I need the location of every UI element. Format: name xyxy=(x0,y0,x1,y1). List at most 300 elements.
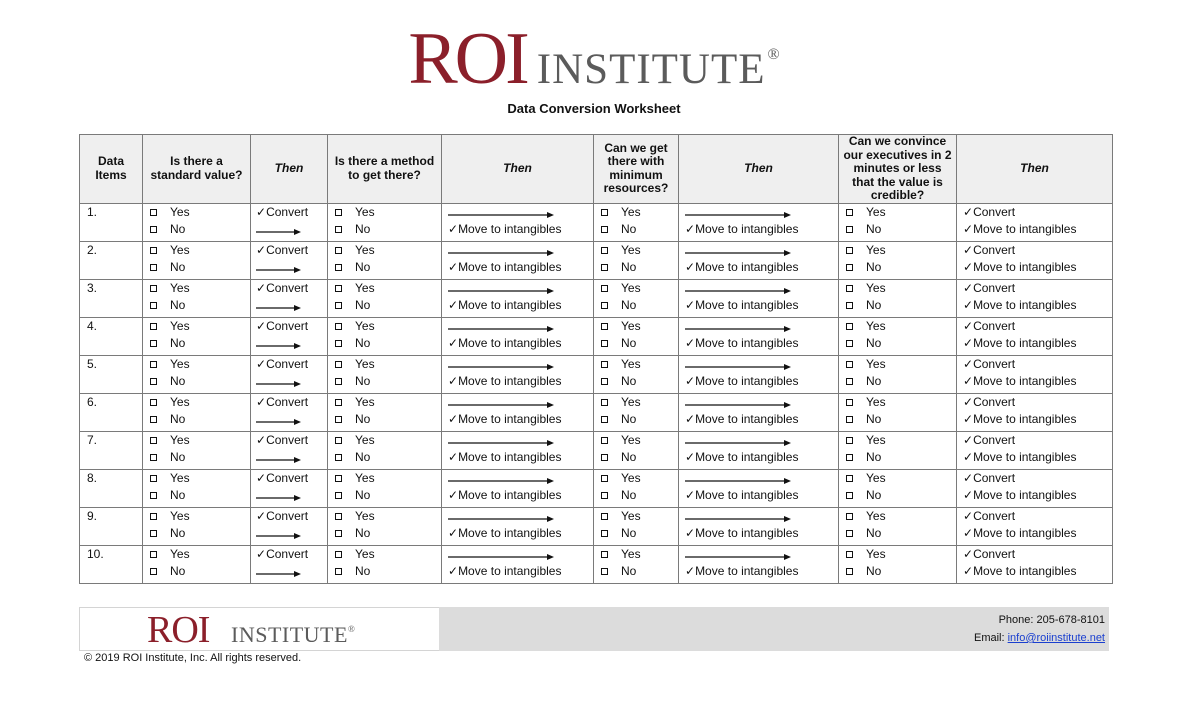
checkbox-option[interactable] xyxy=(594,508,678,525)
worksheet-table xyxy=(79,134,1113,584)
checkbox-label: No xyxy=(621,449,637,464)
checkbox-icon[interactable] xyxy=(601,209,608,216)
checkbox-icon[interactable] xyxy=(335,285,342,292)
checkbox-icon[interactable] xyxy=(335,568,342,575)
col-header-then: Then xyxy=(251,135,328,204)
checkbox-option[interactable] xyxy=(143,356,250,373)
logo-institute-text: INSTITUTE xyxy=(536,46,766,93)
checkbox-icon[interactable] xyxy=(846,530,853,537)
check-line xyxy=(679,525,838,542)
checkbox-option[interactable] xyxy=(839,546,956,563)
method-cell xyxy=(328,203,442,241)
checkbox-option[interactable] xyxy=(594,259,678,276)
checkbox-icon[interactable] xyxy=(846,209,853,216)
method-cell xyxy=(328,545,442,583)
arrow-icon xyxy=(679,280,838,297)
arrow-icon xyxy=(442,204,593,221)
checkbox-option[interactable] xyxy=(594,487,678,504)
convince-cell xyxy=(839,469,957,507)
checkbox-icon[interactable] xyxy=(335,361,342,368)
checkbox-icon[interactable] xyxy=(846,454,853,461)
then-move-cell xyxy=(679,355,839,393)
checkbox-label: Yes xyxy=(621,546,641,561)
checkbox-option[interactable] xyxy=(839,335,956,352)
check-line xyxy=(957,356,1112,373)
checkbox-option[interactable] xyxy=(328,356,441,373)
checkbox-icon[interactable] xyxy=(150,454,157,461)
checkbox-icon[interactable] xyxy=(150,209,157,216)
checkbox-label: Yes xyxy=(621,470,641,485)
checkbox-option[interactable] xyxy=(839,318,956,335)
check-line xyxy=(679,221,838,238)
checkbox-option[interactable] xyxy=(143,411,250,428)
checkbox-option[interactable] xyxy=(839,432,956,449)
checkbox-icon[interactable] xyxy=(335,247,342,254)
checkbox-icon[interactable] xyxy=(150,226,157,233)
check-text: Move to intangibles xyxy=(695,411,799,426)
checkbox-icon[interactable] xyxy=(846,416,853,423)
checkbox-label: No xyxy=(866,449,882,464)
checkbox-icon[interactable] xyxy=(335,226,342,233)
checkbox-icon[interactable] xyxy=(150,551,157,558)
checkbox-icon[interactable] xyxy=(150,530,157,537)
checkbox-icon[interactable] xyxy=(601,361,608,368)
check-line xyxy=(251,242,327,259)
checkbox-icon[interactable] xyxy=(335,551,342,558)
checkbox-icon[interactable] xyxy=(846,568,853,575)
checkbox-option[interactable] xyxy=(328,242,441,259)
item-number-cell xyxy=(80,393,143,431)
checkbox-label: No xyxy=(170,335,186,350)
check-text: Move to intangibles xyxy=(695,525,799,540)
arrow-icon xyxy=(442,470,593,487)
checkbox-option[interactable] xyxy=(143,297,250,314)
checkbox-option[interactable] xyxy=(143,470,250,487)
checkbox-icon[interactable] xyxy=(335,475,342,482)
checkbox-option[interactable] xyxy=(839,411,956,428)
check-text: Convert xyxy=(266,280,309,295)
checkbox-option[interactable] xyxy=(328,259,441,276)
checkbox-icon[interactable] xyxy=(846,247,853,254)
check-text: Move to intangibles xyxy=(695,373,799,388)
checkbox-icon[interactable] xyxy=(601,568,608,575)
arrow-icon xyxy=(679,508,838,525)
checkbox-option[interactable] xyxy=(839,449,956,466)
check-line xyxy=(957,411,1112,428)
check-line xyxy=(251,356,327,373)
check-text: Convert xyxy=(973,394,1016,409)
checkbox-icon[interactable] xyxy=(335,492,342,499)
checkbox-option[interactable] xyxy=(328,297,441,314)
then-move-cell xyxy=(442,203,594,241)
checkbox-icon[interactable] xyxy=(601,513,608,520)
checkbox-icon[interactable] xyxy=(150,247,157,254)
checkbox-option[interactable] xyxy=(328,546,441,563)
checkbox-option[interactable] xyxy=(143,373,250,390)
checkmark-icon: ✓ xyxy=(685,563,696,578)
check-text: Move to intangibles xyxy=(458,487,562,502)
table-row xyxy=(80,317,1113,355)
checkbox-icon[interactable] xyxy=(601,285,608,292)
check-line xyxy=(957,487,1112,504)
checkbox-option[interactable] xyxy=(328,470,441,487)
checkbox-label: Yes xyxy=(170,318,190,333)
checkbox-option[interactable] xyxy=(839,204,956,221)
checkbox-option[interactable] xyxy=(328,525,441,542)
checkbox-option[interactable] xyxy=(594,411,678,428)
checkbox-option[interactable] xyxy=(594,525,678,542)
checkbox-icon[interactable] xyxy=(335,302,342,309)
checkbox-label: Yes xyxy=(621,242,641,257)
then-move-cell xyxy=(679,431,839,469)
footer-logo xyxy=(79,607,439,651)
check-text: Move to intangibles xyxy=(973,525,1077,540)
checkbox-option[interactable] xyxy=(328,204,441,221)
checkbox-option[interactable] xyxy=(594,356,678,373)
checkbox-option[interactable] xyxy=(143,221,250,238)
then-convert-cell xyxy=(251,469,328,507)
checkbox-icon[interactable] xyxy=(846,378,853,385)
standard-value-cell xyxy=(143,545,251,583)
then-final-cell xyxy=(957,431,1113,469)
checkbox-icon[interactable] xyxy=(846,340,853,347)
checkbox-option[interactable] xyxy=(839,259,956,276)
checkbox-option[interactable] xyxy=(839,525,956,542)
checkbox-option[interactable] xyxy=(594,280,678,297)
table-row xyxy=(80,469,1113,507)
checkbox-label: No xyxy=(621,411,637,426)
item-number-cell xyxy=(80,469,143,507)
resources-cell xyxy=(594,507,679,545)
checkbox-icon[interactable] xyxy=(335,399,342,406)
then-move-cell xyxy=(679,317,839,355)
checkbox-option[interactable] xyxy=(594,432,678,449)
checkbox-option[interactable] xyxy=(328,563,441,580)
checkbox-option[interactable] xyxy=(328,394,441,411)
checkbox-icon[interactable] xyxy=(846,361,853,368)
checkbox-icon[interactable] xyxy=(601,264,608,271)
checkbox-label: No xyxy=(170,563,186,578)
checkbox-icon[interactable] xyxy=(601,378,608,385)
checkmark-icon: ✓ xyxy=(963,221,974,236)
method-cell xyxy=(328,469,442,507)
arrow-icon xyxy=(442,546,593,563)
checkbox-option[interactable] xyxy=(143,335,250,352)
checkbox-option[interactable] xyxy=(328,280,441,297)
resources-cell xyxy=(594,355,679,393)
checkbox-icon[interactable] xyxy=(335,437,342,444)
checkbox-option[interactable] xyxy=(328,221,441,238)
then-final-cell xyxy=(957,507,1113,545)
checkbox-icon[interactable] xyxy=(846,323,853,330)
checkmark-icon: ✓ xyxy=(448,221,459,236)
checkbox-option[interactable] xyxy=(594,335,678,352)
checkmark-icon: ✓ xyxy=(963,470,974,485)
checkmark-icon: ✓ xyxy=(256,204,267,219)
check-line xyxy=(957,563,1112,580)
convince-cell xyxy=(839,203,957,241)
checkbox-icon[interactable] xyxy=(150,492,157,499)
checkmark-icon: ✓ xyxy=(963,204,974,219)
checkbox-option[interactable] xyxy=(839,563,956,580)
email-label: Email: xyxy=(973,632,1008,644)
check-text: Convert xyxy=(266,242,309,257)
checkbox-option[interactable] xyxy=(328,335,441,352)
standard-value-cell xyxy=(143,355,251,393)
checkbox-option[interactable] xyxy=(143,525,250,542)
check-line xyxy=(957,508,1112,525)
checkbox-label: Yes xyxy=(866,318,886,333)
checkbox-icon[interactable] xyxy=(601,340,608,347)
check-text: Convert xyxy=(266,394,309,409)
table-header-row xyxy=(80,135,1113,204)
check-text: Move to intangibles xyxy=(695,449,799,464)
checkbox-option[interactable] xyxy=(143,204,250,221)
checkbox-icon[interactable] xyxy=(150,340,157,347)
checkbox-option[interactable] xyxy=(143,318,250,335)
then-move-cell xyxy=(442,355,594,393)
checkbox-icon[interactable] xyxy=(846,226,853,233)
item-number: 4. xyxy=(87,318,98,333)
checkbox-icon[interactable] xyxy=(601,530,608,537)
checkmark-icon: ✓ xyxy=(256,394,267,409)
checkbox-label: Yes xyxy=(866,508,886,523)
checkbox-label: No xyxy=(355,297,371,312)
checkbox-icon[interactable] xyxy=(601,475,608,482)
check-line xyxy=(957,470,1112,487)
checkbox-icon[interactable] xyxy=(846,551,853,558)
checkbox-icon[interactable] xyxy=(335,340,342,347)
checkbox-icon[interactable] xyxy=(150,399,157,406)
checkbox-icon[interactable] xyxy=(150,302,157,309)
checkbox-icon[interactable] xyxy=(846,399,853,406)
checkbox-option[interactable] xyxy=(839,221,956,238)
checkbox-icon[interactable] xyxy=(150,416,157,423)
check-line xyxy=(957,280,1112,297)
checkbox-option[interactable] xyxy=(839,242,956,259)
checkbox-icon[interactable] xyxy=(846,302,853,309)
checkbox-icon[interactable] xyxy=(846,492,853,499)
check-text: Convert xyxy=(973,546,1016,561)
checkbox-label: No xyxy=(866,221,882,236)
checkbox-icon[interactable] xyxy=(335,513,342,520)
checkbox-label: Yes xyxy=(355,242,375,257)
page-title: Data Conversion Worksheet xyxy=(507,101,681,116)
checkbox-option[interactable] xyxy=(328,373,441,390)
checkbox-option[interactable] xyxy=(143,259,250,276)
checkbox-label: Yes xyxy=(170,508,190,523)
checkbox-option[interactable] xyxy=(594,242,678,259)
checkbox-icon[interactable] xyxy=(150,285,157,292)
checkbox-option[interactable] xyxy=(143,394,250,411)
checkbox-option[interactable] xyxy=(143,487,250,504)
checkbox-option[interactable] xyxy=(594,470,678,487)
footer-logo-roi: ROI xyxy=(147,609,210,651)
checkbox-icon[interactable] xyxy=(601,437,608,444)
arrow-icon xyxy=(442,280,593,297)
checkbox-option[interactable] xyxy=(143,508,250,525)
arrow-icon xyxy=(251,297,327,314)
checkbox-option[interactable] xyxy=(594,449,678,466)
table-row xyxy=(80,393,1113,431)
check-line xyxy=(251,280,327,297)
checkbox-icon[interactable] xyxy=(335,264,342,271)
checkbox-icon[interactable] xyxy=(846,437,853,444)
checkbox-option[interactable] xyxy=(328,432,441,449)
checkbox-option[interactable] xyxy=(839,280,956,297)
checkbox-label: No xyxy=(621,373,637,388)
checkbox-icon[interactable] xyxy=(150,264,157,271)
checkmark-icon: ✓ xyxy=(963,318,974,333)
checkbox-icon[interactable] xyxy=(335,454,342,461)
checkmark-icon: ✓ xyxy=(448,487,459,502)
standard-value-cell xyxy=(143,507,251,545)
item-number: 8. xyxy=(87,470,98,485)
checkbox-option[interactable] xyxy=(594,221,678,238)
checkbox-label: Yes xyxy=(621,280,641,295)
checkbox-label: No xyxy=(866,297,882,312)
checkbox-option[interactable] xyxy=(328,411,441,428)
arrow-icon xyxy=(442,508,593,525)
checkbox-label: No xyxy=(866,411,882,426)
method-cell xyxy=(328,393,442,431)
checkmark-icon: ✓ xyxy=(685,335,696,350)
checkbox-option[interactable] xyxy=(839,470,956,487)
check-text: Convert xyxy=(266,356,309,371)
checkbox-label: No xyxy=(355,449,371,464)
checkbox-icon[interactable] xyxy=(335,378,342,385)
convince-cell xyxy=(839,241,957,279)
checkbox-icon[interactable] xyxy=(150,323,157,330)
checkbox-option[interactable] xyxy=(328,487,441,504)
checkbox-option[interactable] xyxy=(143,563,250,580)
check-line xyxy=(679,259,838,276)
checkbox-icon[interactable] xyxy=(601,226,608,233)
check-line xyxy=(251,432,327,449)
check-line xyxy=(957,297,1112,314)
checkbox-label: Yes xyxy=(621,432,641,447)
checkbox-icon[interactable] xyxy=(601,551,608,558)
checkmark-icon: ✓ xyxy=(963,373,974,388)
checkbox-option[interactable] xyxy=(328,508,441,525)
checkbox-option[interactable] xyxy=(594,204,678,221)
checkbox-option[interactable] xyxy=(839,508,956,525)
then-convert-cell xyxy=(251,317,328,355)
checkbox-option[interactable] xyxy=(594,373,678,390)
checkbox-option[interactable] xyxy=(143,432,250,449)
checkmark-icon: ✓ xyxy=(448,259,459,274)
item-number: 7. xyxy=(87,432,98,447)
checkbox-label: No xyxy=(866,335,882,350)
checkbox-icon[interactable] xyxy=(601,302,608,309)
arrow-icon xyxy=(679,394,838,411)
resources-cell xyxy=(594,241,679,279)
arrow-icon xyxy=(251,259,327,276)
standard-value-cell xyxy=(143,241,251,279)
checkbox-option[interactable] xyxy=(594,563,678,580)
check-text: Move to intangibles xyxy=(695,221,799,236)
checkbox-icon[interactable] xyxy=(846,475,853,482)
check-line xyxy=(679,563,838,580)
checkbox-icon[interactable] xyxy=(601,323,608,330)
checkbox-label: No xyxy=(170,373,186,388)
checkbox-option[interactable] xyxy=(839,356,956,373)
check-line xyxy=(442,563,593,580)
check-line xyxy=(442,487,593,504)
checkbox-icon[interactable] xyxy=(335,209,342,216)
checkbox-icon[interactable] xyxy=(335,416,342,423)
checkbox-option[interactable] xyxy=(594,394,678,411)
checkbox-option[interactable] xyxy=(594,318,678,335)
check-text: Move to intangibles xyxy=(458,335,562,350)
checkbox-option[interactable] xyxy=(839,394,956,411)
checkbox-option[interactable] xyxy=(839,373,956,390)
item-number-cell xyxy=(80,317,143,355)
arrow-icon xyxy=(442,318,593,335)
checkbox-option[interactable] xyxy=(143,280,250,297)
checkbox-icon[interactable] xyxy=(601,416,608,423)
then-convert-cell xyxy=(251,241,328,279)
checkbox-icon[interactable] xyxy=(150,437,157,444)
checkbox-icon[interactable] xyxy=(150,568,157,575)
check-text: Convert xyxy=(973,242,1016,257)
checkbox-label: No xyxy=(355,525,371,540)
checkbox-icon[interactable] xyxy=(335,530,342,537)
check-line xyxy=(957,318,1112,335)
check-text: Move to intangibles xyxy=(973,373,1077,388)
checkbox-option[interactable] xyxy=(328,318,441,335)
then-convert-cell xyxy=(251,545,328,583)
checkbox-option[interactable] xyxy=(839,487,956,504)
checkbox-icon[interactable] xyxy=(150,475,157,482)
check-text: Convert xyxy=(973,470,1016,485)
checkbox-icon[interactable] xyxy=(601,399,608,406)
check-line xyxy=(442,525,593,542)
checkbox-option[interactable] xyxy=(143,449,250,466)
checkbox-option[interactable] xyxy=(594,546,678,563)
email-link[interactable]: info@roiinstitute.net xyxy=(1007,632,1105,644)
checkbox-option[interactable] xyxy=(839,297,956,314)
check-text: Move to intangibles xyxy=(695,335,799,350)
checkbox-icon[interactable] xyxy=(601,492,608,499)
checkbox-label: No xyxy=(355,259,371,274)
checkbox-icon[interactable] xyxy=(601,454,608,461)
item-number-cell xyxy=(80,241,143,279)
checkbox-option[interactable] xyxy=(328,449,441,466)
resources-cell xyxy=(594,545,679,583)
checkbox-icon[interactable] xyxy=(150,513,157,520)
checkbox-icon[interactable] xyxy=(601,247,608,254)
checkbox-label: Yes xyxy=(355,470,375,485)
checkbox-icon[interactable] xyxy=(846,264,853,271)
check-text: Move to intangibles xyxy=(973,449,1077,464)
check-text: Move to intangibles xyxy=(458,525,562,540)
checkbox-icon[interactable] xyxy=(335,323,342,330)
checkbox-option[interactable] xyxy=(594,297,678,314)
check-text: Move to intangibles xyxy=(973,221,1077,236)
checkbox-icon[interactable] xyxy=(150,361,157,368)
then-final-cell xyxy=(957,545,1113,583)
checkbox-icon[interactable] xyxy=(846,285,853,292)
check-line xyxy=(679,449,838,466)
check-line xyxy=(442,373,593,390)
checkbox-icon[interactable] xyxy=(150,378,157,385)
then-move-cell xyxy=(442,279,594,317)
checkbox-option[interactable] xyxy=(143,546,250,563)
logo-roi-text: ROI xyxy=(408,18,527,100)
checkbox-option[interactable] xyxy=(143,242,250,259)
checkbox-icon[interactable] xyxy=(846,513,853,520)
